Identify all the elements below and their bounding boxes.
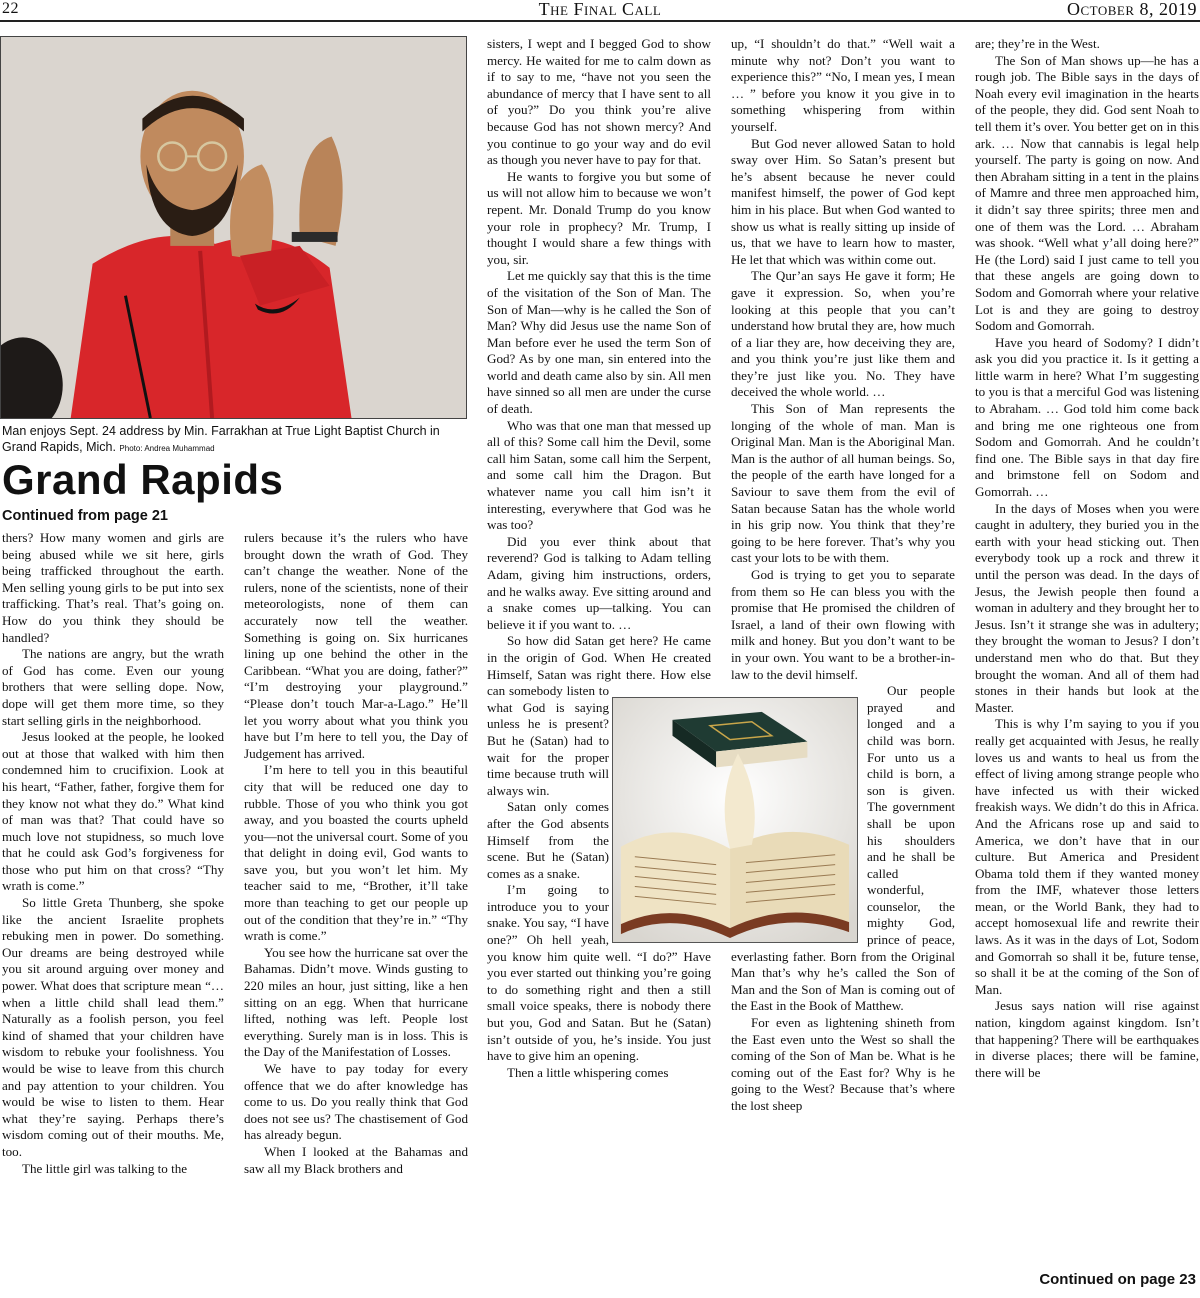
paragraph: So little Greta Thunberg, she spoke like the ancient Israelite prophets rebuking men in power. Do something. Our dreams are being destroyed while you sit around arguing over money and power. What does that scripture mean “… when a little child shall lead them.” Naturally as a foolish person, you feel kind of shamed that your children have wisdom to rebuke your foolishness. You would be wise to leave from this church and pay attention to your children. You would be wise to listen to them. Hear what they’re saying. Perhaps there’s wisdom coming out of their mouths. Me, too.: [2, 895, 224, 1159]
quran-book-image: [612, 697, 858, 943]
paragraph: God is trying to get you to separate from them so He can bless you with the promise that He promised the children of Israel, a land of their own flowing with milk and honey. But you don’t want to be in your own. You want to be a brother-in-law to the devil himself.: [731, 567, 955, 682]
paragraph: rulers because it’s the rulers who have brought down the wrath of God. They can’t change the weather. None of the rulers, none of the scientists, none of their meteorologists, none of them can accurately now tell the weather. Something is going on. Six hurricanes lining up one behind the other in the Caribbean. “What you are doing, father?” “I’m destroying your playground.” “Please don’t touch Mar-a-Lago.” He’ll let you worry about what you think you have but I’m here to tell you, the Day of Judgement has arrived.: [244, 530, 468, 761]
text-column-5: [975, 36, 1199, 1268]
paragraph: You see how the hurricane sat over the Bahamas. Didn’t move. Winds gusting to 220 miles an hour, just sitting, like a hen sitting on an egg. When that hurricane lifted, nothing was left. People lost everything. Surely man is in loss. This is the Day of the Manifestation of Losses.: [244, 944, 468, 1060]
paragraph: The Son of Man shows up—he has a rough job. The Bible says in the days of Noah every evil imagination in the hearts of the people, they did. God sent Noah to tell them it’s over. You better get on in this ark. … Now that cannabis is legal help yourself. The party is going on now. And then Abraham sitting in a tent in the plains of Mamre and three men approached him, it didn’t say three spirits; three men and one of them was the Lord. … Abraham was shook. “Well what y’all doing here?” He (the Lord) said I just came to tell you that these angels are going down to Sodom and Gomorrah where your relative Lot is and they are going to destroy Sodom and Gomorrah.: [975, 52, 1199, 334]
photo-credit: Photo: Andrea Muhammad: [119, 444, 215, 453]
paragraph: Then a little whispering comes: [507, 1064, 669, 1080]
paragraph: Have you heard of Sodomy? I didn’t ask you did you practice it. Is it getting a little warm in here? What I’m suggesting to you is that a merciful God was listening to Abraham. … God told him come back and bring me one righteous one from Sodom and Gomorrah. And he couldn’t find one. The Bible says in that day fire and brimstone fell on Sodom and Gomorrah. …: [975, 334, 1199, 500]
paragraph: Our people prayed and longed and a child was born. For unto us a child is born, a son is given. The government shall be upon his shoulders and he shall be called wonderful, counselor, the mighty God, prince of peace, everlasting father. Born from the Original Man that’s why he’s called the Son of Man and the Son of Man is coming out of the East in the Book of Matthew.: [731, 683, 955, 1014]
paragraph: sisters, I wept and I begged God to show mercy. He waited for me to calm down as if to say to me, “have not you seen the abundance of mercy that I have sent to all of you?” Do you think you’re alive because God has not shown mercy? And you continue to go your way and do evil as though you never have to pay for that.: [487, 36, 711, 168]
paragraph: He wants to forgive you but some of us will not allow him to because we won’t repent. Mr. Donald Trump do you know your role in prophecy? Mr. Trump, I thought I would share a few things with you, sir.: [487, 168, 711, 267]
paragraph: are; they’re in the West.: [975, 36, 1100, 51]
paragraph: Did you ever think about that reverend? God is talking to Adam telling Adam, giving him instructions, orders, and he walks away. Eve sitting around and a snake comes up—talking. You can believe it if you want to. …: [487, 533, 711, 632]
text-column-4: [731, 36, 955, 1298]
caption-text: Man enjoys Sept. 24 address by Min. Farrakhan at True Light Baptist Church in Grand Rapids, Mich.: [2, 424, 440, 454]
paragraph: up, “I shouldn’t do that.” “Well wait a minute why not? Don’t you want to experience this?” “No, I mean yes, I mean … ” before you know it you give in to something whispering from within yourself.: [731, 36, 955, 134]
text-column-2: [244, 530, 468, 1298]
paragraph: I’m here to tell you in this beautiful city that will be reduced one day to rubble. Those of you who think you got away, and you boasted the courts upheld you—not the universal court. Some of you that delight in doing evil, God wants to save you, but you won’t let him. My teacher said to me, “Brother, it’ll take more than teaching to get our people up out of the condition that they’re in.” “Thy wrath is come.”: [244, 762, 468, 944]
paragraph: thers? How many women and girls are being abused while we sit here, girls being trafficked throughout the earth. Men selling young girls to be put into sex trafficking. That’s real. That’s going on. How do you think they should be handled?: [2, 530, 224, 645]
paragraph: When I looked at the Bahamas and saw all my Black brothers and: [244, 1143, 468, 1176]
header-rule: [0, 20, 1200, 22]
continued-from-label: Continued from page 21: [2, 508, 168, 524]
paragraph: Who was that one man that messed up all of this? Some call him the Devil, some call him Satan, some call him the Serpent, and some call him the Dragon. But whatever name you call him isn’t it interesting, everywhere that God was he was too?: [487, 417, 711, 533]
photo-caption: [2, 423, 464, 457]
paragraph: I’m going to introduce you to your snake. You say, “I have one?” Oh hell yeah, you know him quite well. “I do?” Have you ever started out thinking you’re going to do something right and then a still small voice speaks, there is nobody there but you, God and Satan. But he (Satan) isn’t outside of you, he’s inside. You just have to give him an opening.: [487, 882, 711, 1064]
paragraph: For even as lightening shineth from the East even unto the West so shall the coming of the Son of Man be. What is he coming out of the East for? Why is he going to the West? Because that’s where the lost sheep: [731, 1015, 955, 1113]
page-number: 22: [2, 0, 19, 17]
paragraph: Jesus looked at the people, he looked out at those that walked with him then condemned him to crucifixion. Look at his heart, “Father, father, forgive them for they know not what they do.” What kind of man was that? That could have so much love not stupidness, so much love that he could ask God’s forgiveness for those who put him on that cross? “Thy wrath is come.”: [2, 729, 224, 894]
text-column-1: [2, 530, 224, 1298]
paragraph: The nations are angry, but the wrath of God has come. Even our young brothers that were selling dope. Now, dope will get them more time, so they start selling girls in the neighborhood.: [2, 646, 224, 728]
speaker-photo: [0, 36, 467, 419]
paragraph: We have to pay today for every offence that we do after knowledge has come to us. Do you really think that God does not see us? The chastisement of God has already begun.: [244, 1061, 468, 1143]
continued-on-label: Continued on page 23: [1039, 1271, 1196, 1288]
issue-date: October 8, 2019: [1066, 0, 1197, 19]
paragraph: The little girl was talking to the: [22, 1160, 188, 1176]
text-column-3: [487, 36, 711, 1298]
paragraph: Satan only comes after the God absents Himself from the scene. But he (Satan) comes as a snake.: [487, 799, 609, 881]
paragraph: But God never allowed Satan to hold sway over Him. So Satan’s present but he’s absent because he never could manifest himself, the power of God kept him in his place. But when God wanted to show us what is really sitting up inside of us, that we have to learn how to master, He let that which was within come out.: [731, 135, 955, 267]
paragraph: In the days of Moses when you were caught in adultery, they buried you in the earth with your head sticking out. Then everybody took up a rock and threw it until the person was dead. In the days of Jesus, the Jewish people then found a woman in adultery and they brought her to Jesus. Isn’t it strange she was in adultery; they brought the woman to Jesus? I don’t understand men who do that. But they brought the woman. And all of them had stones in their hands but look at the Master.: [975, 500, 1199, 715]
paragraph: This Son of Man represents the longing of the whole of man. Man is Original Man. Man is the Aboriginal Man. Man is the author of all human beings. So, the people of the earth have longed for a Saviour to save them from the evil of Satan because Satan has the whole world in his grip now. You think that they’re going to be here forever. That’s why you cast your lots to be with them.: [731, 401, 955, 566]
paragraph: Let me quickly say that this is the time of the visitation of the Son of Man. The Son of Man—why is he called the Son of Man? Why did Jesus use the name Son of Man before ever he used the term Son of God? As by one man, sin entered into the world and death came also by sin. All men have sinned so all men are under the curse of death.: [487, 268, 711, 417]
article-headline: Grand Rapids: [2, 456, 284, 503]
paragraph: The Qur’an says He gave it form; He gave it expression. So, when you’re looking at this people that you can’t understand how brutal they are, how much of a liar they are, how deceiving they are, and you think you’re just like them and they’re just like you. No. They have deceived the whole world. …: [731, 268, 955, 400]
paragraph: Jesus says nation will rise against nation, kingdom against kingdom. Isn’t that happening? There will be earthquakes in diverse places; there will be famine, there will be: [975, 998, 1199, 1080]
paragraph: So how did Satan get here? He came in the origin of God. When He created Himself, Satan was right there. How else can somebody listen to what God is saying unless he is present? But he (Satan) had to wait for the proper time because truth will always win.: [487, 633, 711, 798]
paper-name: The Final Call: [538, 0, 662, 19]
paragraph: This is why I’m saying to you if you really get acquainted with Jesus, he really loves us and wants to heal us from the effect of living among strange people who have infected us with their wicked freakish ways. We didn’t do this in Africa. And the Africans rose up and said to America, we don’t have that in our culture. But America and President Obama told them if they wanted money from the IMF, whatever those letters mean, or the World Bank, they had to accept homosexual life and rewrite their laws. As it was in the days of Lot, Sodom and Gomorrah so shall it be, future tense, so shall it be at the coming of the Son of Man.: [975, 716, 1199, 997]
